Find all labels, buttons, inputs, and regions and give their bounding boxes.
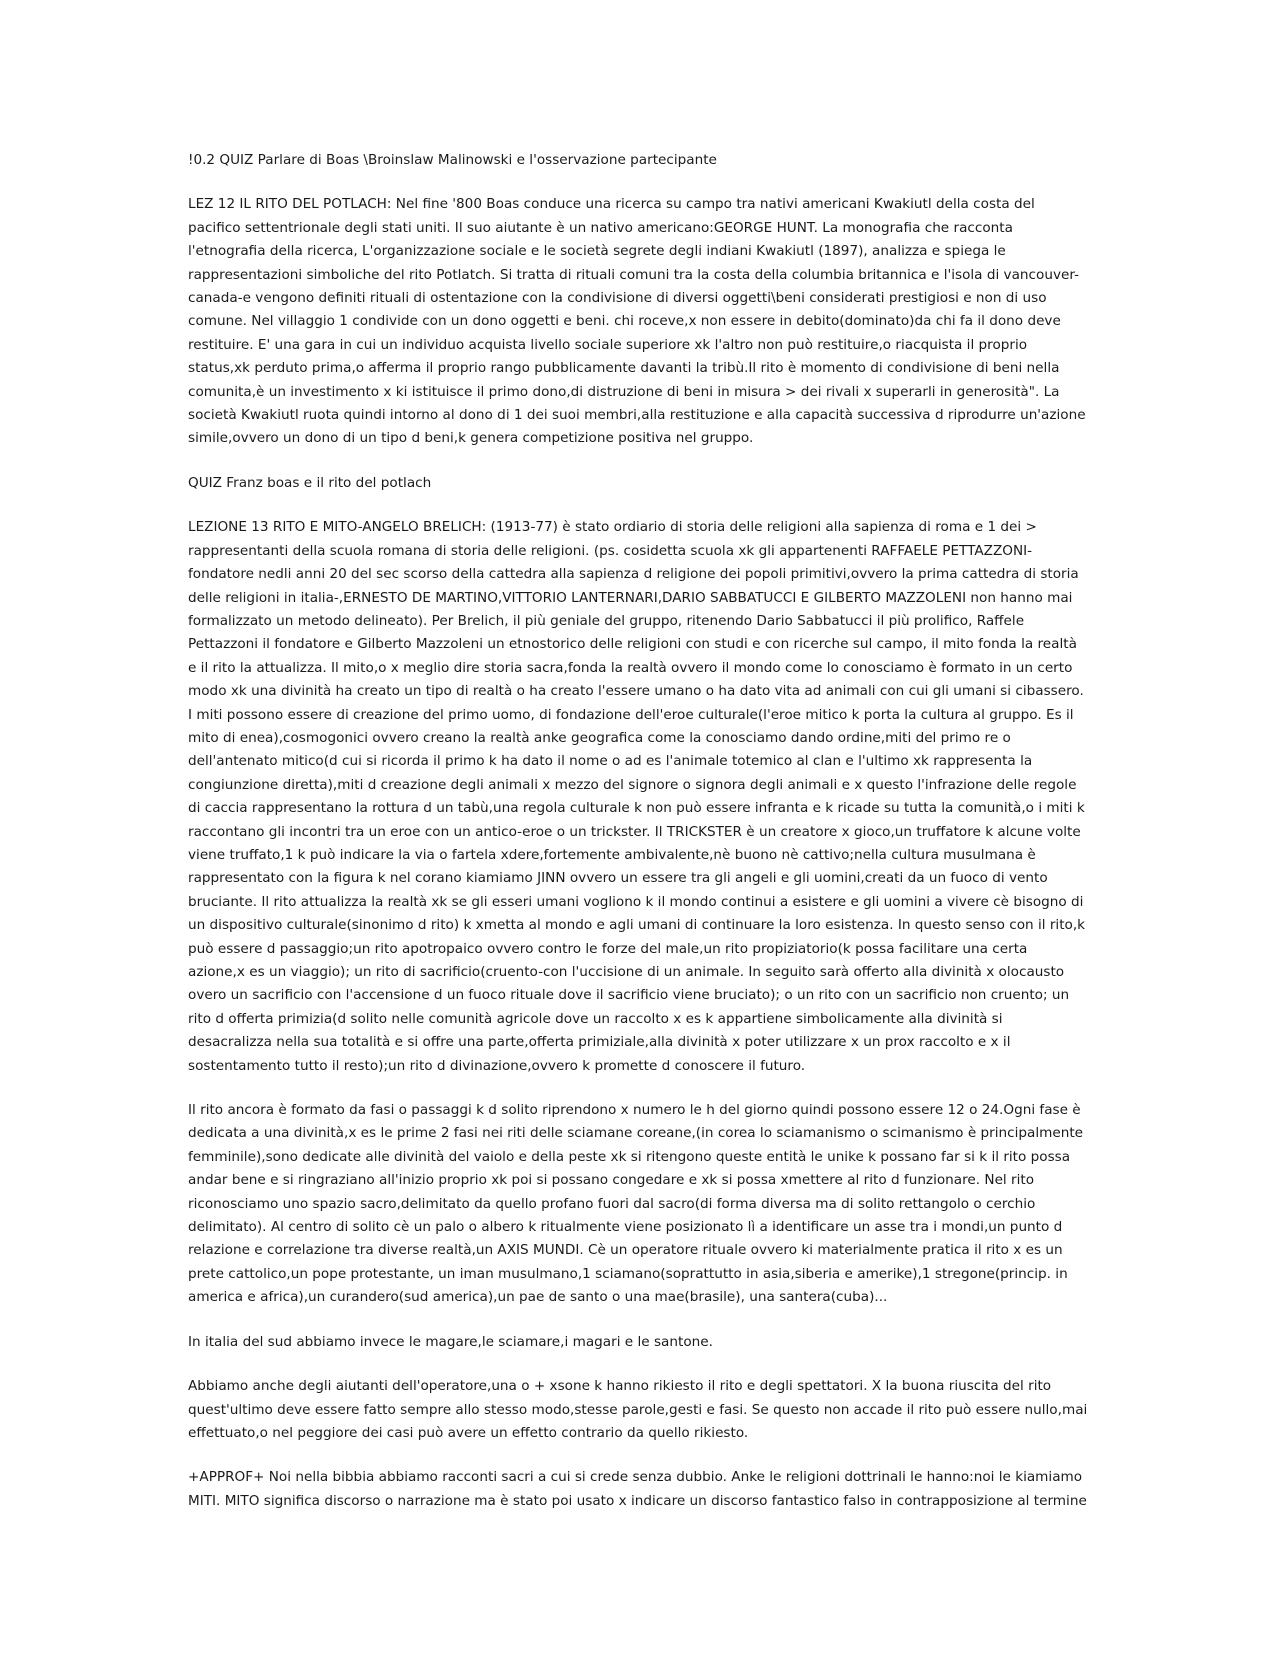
paragraph-aiutanti-operatore: Abbiamo anche degli aiutanti dell'operatore,una o + xsone k hanno rikiesto il rito e degli spettatori. X la buona riuscita del rito quest'ultimo deve essere fatto sempre allo stesso modo,stesse parole,gesti e fasi. Se questo non accade il rito può essere nullo,mai effettuato,o nel peggiore dei casi può avere un effetto contrario da quello rikiesto. <box>188 1378 1088 1441</box>
quiz-heading-franz-boas: QUIZ Franz boas e il rito del potlach <box>188 474 432 491</box>
paragraph-italia-sud: In italia del sud abbiamo invece le magare,le sciamare,i magari e le santone. <box>188 1333 713 1350</box>
quiz-heading-boas-malinowski: !0.2 QUIZ Parlare di Boas \Broinslaw Malinowski e l'osservazione partecipante <box>188 152 717 168</box>
paragraph-lezione13-rito-mito: LEZIONE 13 RITO E MITO-ANGELO BRELICH: (1913-77) è stato ordiario di storia delle religioni alla sapienza di roma e 1 dei > rappresentanti della scuola romana di storia delle religioni. (ps. cosidetta scuola xk gli appartenenti RAFFAELE PETTAZZONI-fondatore nedli anni 20 del sec scorso della cattedra alla sapienza d religione dei popoli primitivi,ovvero la prima cattedra di storia delle religioni in italia-,ERNESTO DE MARTINO,VITTORIO LANTERNARI,DARIO SABBATUCCI E GILBERTO MAZZOLENI non hanno mai formalizzato un metodo delineato). Per Brelich, il più geniale del gruppo, ritenendo Dario Sabbatucci il più prolifico, Raffele Pettazzoni il fondatore e Gilberto Mazzoleni un etnostorico delle religioni con studi e con ricerche sul campo, il mito fonda la realtà e il rito la attualizza. Il mito,o x meglio dire storia sacra,fonda la realtà ovvero il mondo come lo conosciamo è formato in un certo modo xk una divinità ha creato un tipo di realtà o ha creato l'essere umano o ha dato vita ad animali con cui gli umani si cibassero. I miti possono essere di creazione del primo uomo, di fondazione dell'eroe culturale(l'eroe mitico k porta la cultura al gruppo. Es il mito di enea),cosmogonici ovvero creano la realtà anke geografica come la conosciamo dando ordine,miti del primo re o dell'antenato mitico(d cui si ricorda il primo k ha dato il nome o ad es l'animale totemico al clan e l'ultimo xk rappresenta la congiunzione diretta),miti d creazione degli animali x mezzo del signore o signora degli animali e x questo l'infrazione delle regole di caccia rappresentano la rottura d un tabù,una regola culturale k non può essere infranta e k ricade su tutta la comunità,o i miti k raccontano gli incontri tra un eroe con un antico-eroe o un trickster. Il TRICKSTER è un creatore x gioco,un truffatore k alcune volte viene truffato,1 k può indicare la via o fartela xdere,fortemente ambivalente,nè buono nè cattivo;nella cultura musulmana è rappresentato con la figura k nel corano kiamiamo JINN ovvero un essere tra gli angeli e gli uomini,creati da un fuoco di vento bruciante. Il rito attualizza la realtà xk se gli esseri umani vogliono k il mondo continui a esistere e gli uomini a vivere cè bisogno di un dispositivo culturale(sinonimo d rito) k xmetta al mondo e agli umani di continuare la loro esistenza. In questo senso con il rito,k può essere d passaggio;un rito apotropaico ovvero contro le forze del male,un rito propiziatorio(k possa facilitare una certa azione,x es un viaggio); un rito di sacrificio(cruento-con l'uccisione di un animale. In seguito sarà offerto alla divinità x olocausto overo un sacrificio con l'accensione d un fuoco rituale dove il sacrificio viene bruciato); o un rito con un sacrificio non cruento; un rito d offerta primizia(d solito nelle comunità agricole dove un raccolto x es k appartiene simbolicamente alla divinità si desacralizza nella sua totalità e si offre una parte,offerta primiziale,alla divinità x poter utilizzare x un prox raccolto e x il sostentamento tutto il resto);un rito d divinazione,ovvero k promette d conoscere il futuro. <box>188 519 1086 1074</box>
document-body <box>188 149 1088 1534</box>
paragraph-fasi-rito: Il rito ancora è formato da fasi o passaggi k d solito riprendono x numero le h del giorno quindi possono essere 12 o 24.Ogni fase è dedicata a una divinità,x es le prime 2 fasi nei riti delle sciamane coreane,(in corea lo sciamanismo o scimanismo è principalmente femminile),sono dedicate alle divinità del vaiolo e della peste xk si ritengono queste entità le unike k possano far si k il rito possa andar bene e si ringraziano all'inizio proprio xk poi si possano congedare e xk si possa xmettere al rito d funzionare. Nel rito riconosciamo uno spazio sacro,delimitato da quello profano fuori dal sacro(di forma diversa ma di solito rettangolo o cerchio delimitato). Al centro di solito cè un palo o albero k ritualmente viene posizionato lì a identificare un asse tra i mondi,un punto d relazione e correlazione tra diverse realtà,un AXIS MUNDI. Cè un operatore rituale ovvero ki materialmente pratica il rito x es un prete cattolico,un pope protestante, un iman musulmano,1 sciamano(soprattutto in asia,siberia e amerike),1 stregone(princip. in america e africa),un curandero(sud america),un pae de santo o una mae(brasile), una santera(cuba)... <box>188 1102 1084 1306</box>
paragraph-lez12-potlach: LEZ 12 IL RITO DEL POTLACH: Nel fine '800 Boas conduce una ricerca su campo tra nativi americani Kwakiutl della costa del pacifico settentrionale degli stati uniti. Il suo aiutante è un nativo americano:GEORGE HUNT. La monografia che racconta l'etnografia della ricerca, L'organizzazione sociale e le società segrete degli indiani Kwakiutl (1897), analizza e spiega le rappresentazioni simboliche del rito Potlatch. Si tratta di rituali comuni tra la costa della columbia britannica e l'isola di vancouver-canada-e vengono definiti rituali di ostentazione con la condivisione di diversi oggetti\beni considerati prestigiosi e non di uso comune. Nel villaggio 1 condivide con un dono oggetti e beni. chi roceve,x non essere in debito(dominato)da chi fa il dono deve restituire. E' una gara in cui un individuo acquista livello sociale superiore xk l'altro non può restituire,o riacquista il proprio status,xk perduto prima,o afferma il proprio rango pubblicamente davanti la tribù.Il rito è momento di condivisione di beni nella comunita,è un investimento x ki istituisce il primo dono,di distruzione di beni in misura > dei rivali x superarli in generosità". La società Kwakiutl ruota quindi intorno al dono di 1 dei suoi membri,alla restituzione e alla capacità successiva d riprodurre un'azione simile,ovvero un dono di un tipo d beni,k genera competizione positiva nel gruppo. <box>188 196 1086 447</box>
paragraph-approfondimento-miti: +APPROF+ Noi nella bibbia abbiamo racconti sacri a cui si crede senza dubbio. Anke le religioni dottrinali le hanno:noi le kiamiamo MITI. MITO significa discorso o narrazione ma è stato poi usato x indicare un discorso fantastico falso in contrapposizione al termine <box>188 1469 1087 1509</box>
